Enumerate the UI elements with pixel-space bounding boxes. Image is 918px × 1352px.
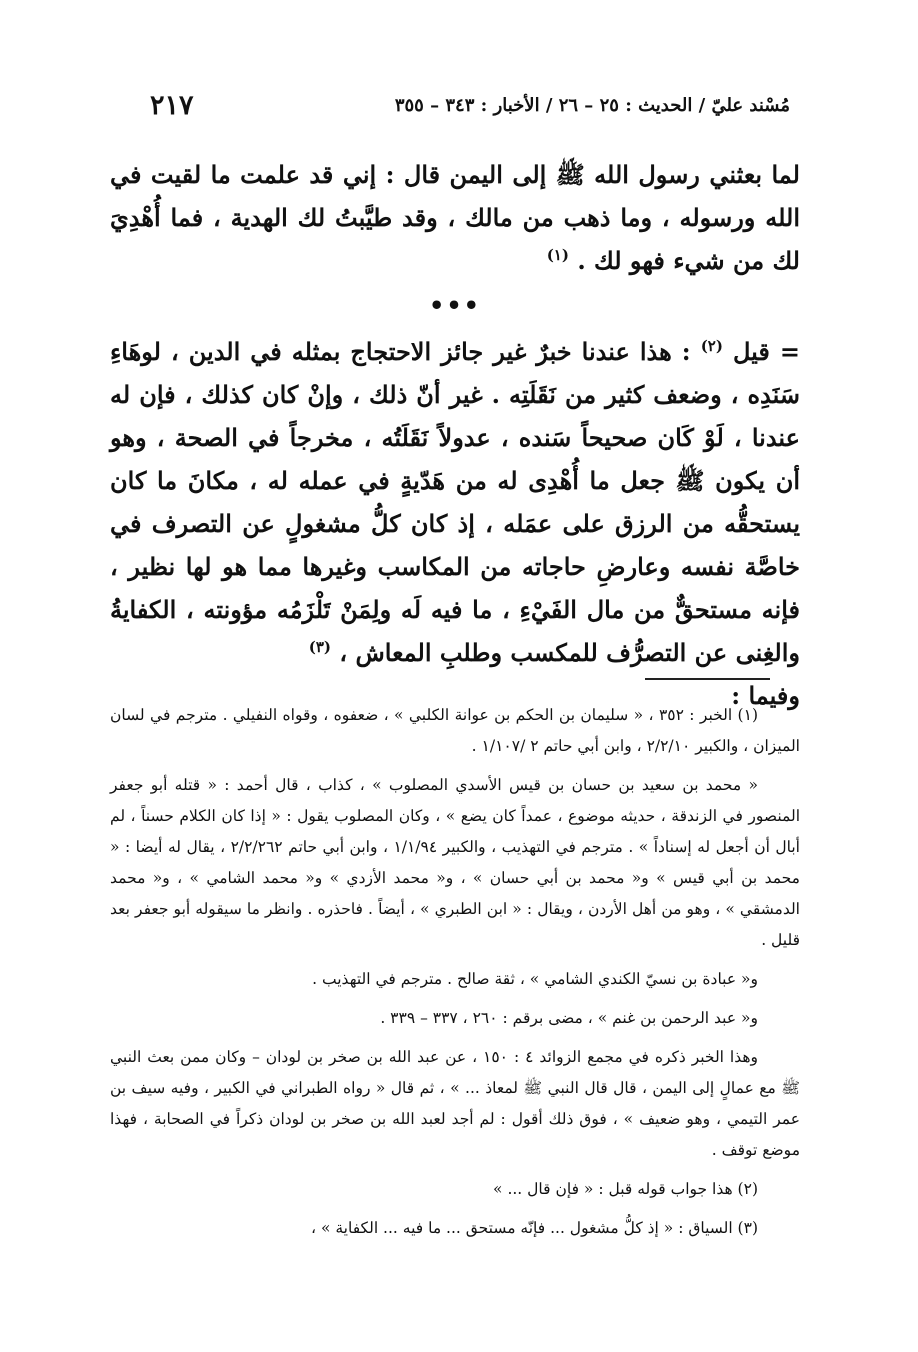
- footnote-1-narrator-3: و« عبد الرحمن بن غنم » ، مضى برقم : ٢٦٠ ، ٣٣٧ – ٣٣٩ .: [380, 1009, 758, 1027]
- page-number: ٢١٧: [150, 90, 194, 121]
- footnote-ref-2: (٢): [700, 337, 723, 355]
- footnote-3: (٣) السياق : « إذ كلُّ مشغول ... فإنّه مستحق ... ما فيه ... الكفاية » ،: [311, 1219, 758, 1237]
- footnote-divider: [645, 678, 770, 680]
- footnotes: [110, 700, 800, 1252]
- footnote-1-narrator-2: و« عبادة بن نسيّ الكندي الشامي » ، ثقة صالح . مترجم في التهذيب .: [312, 970, 758, 988]
- paragraph-1-text: لما بعثني رسول الله ﷺ إلى اليمن قال : إني قد علمت ما لقيت في الله ورسوله ، وما ذهب من مالك ، وقد طيَّبتُ لك الهدية ، فما أُهْدِيَ لك من شيء فهو لك .: [110, 160, 801, 275]
- main-text: [110, 153, 800, 717]
- paragraph-2: [110, 330, 800, 674]
- footnote-1: (١) الخبر : ٣٥٢ ، « سليمان بن الحكم بن عوانة الكلبي » ، ضعفوه ، وقواه النفيلي . مترجم في لسان الميزان ، والكبير ٢/٢/١٠ ، وابن أبي حاتم ٢ /١/١٠٧ .: [110, 706, 800, 755]
- paragraph-1: [110, 153, 800, 282]
- running-header: [150, 86, 790, 126]
- footnote-ref-3: (٣): [308, 638, 331, 656]
- paragraph-2-end: وفيما :: [731, 681, 800, 710]
- section-separator: •••: [428, 291, 482, 320]
- footnote-1-narrator-1: « محمد بن سعيد بن حسان بن قيس الأسدي المصلوب » ، كذاب ، قال أحمد : « قتله أبو جعفر المنصور في الزندقة ، حديثه موضوع ، عمداً كان يضع » ، وكان المصلوب يقول : « إذا كان الكلام حسناً ، لم أبال أن أجعل له إسناداً » . مترجم في التهذيب ، والكبير ١/١/٩٤ ، وابن أبي حاتم ٢/٢/٢٦٢ ، يقال له أيضا : « محمد بن أبي قيس » و« محمد بن أبي حسان » ، و« محمد الأزدي » و« محمد الشامي » ، و« محمد الدمشقي » ، وهو من أهل الأردن ، ويقال : « ابن الطبري » ، أيضاً . فاحذره . وانظر ما سيقوله أبو جعفر بعد قليل .: [110, 776, 800, 949]
- paragraph-2-body: : هذا عندنا خبرٌ غير جائز الاحتجاج بمثله في الدين ، لوهَاءِ سَنَدِه ، وضعف كثير من نَقَلَتِه . غير أنّ ذلك ، وإنْ كان كذلك ، فإن له عندنا ، لَوْ كَان صحيحاً سَنده ، عدولاً نَقَلَتُه ، مخرجاً في الصحة ، وهو أن يكون ﷺ جعل ما أُهْدِى له من هَدّيةٍ في عمله له ، مكانَ ما كان يستحقُّه من الرزق على عمَله ، إذ كان كلُّ مشغولٍ عن التصرف في خاصَّة نفسه وعارضِ حاجاته من المكاسب وغيرها مما هو لها نظير ، فإنه مستحقٌّ من مال الفَيْءِ ، ما فيه لَه ولِمَنْ تَلْزَمُه مؤونته ، الكفايةُ والغِنى عن التصرُّف للمكسب وطلبِ المعاش ،: [110, 337, 800, 667]
- footnote-2: (٢) هذا جواب قوله قبل : « فإن قال ... »: [493, 1180, 758, 1198]
- paragraph-2-start: = قيل: [733, 337, 801, 366]
- footnote-1-source: وهذا الخبر ذكره في مجمع الزوائد ٤ : ١٥٠ ، عن عبد الله بن صخر بن لودان – وكان ممن بعث النبي ﷺ مع عمالٍ إلى اليمن ، قال قال النبي ﷺ لمعاذ ... » ، ثم قال « رواه الطبراني في الكبير ، وفيه سيف بن عمر التيمي ، وهو ضعيف » ، فوق ذلك أقول : لم أجد لعبد الله بن صخر بن لودان ذكراً في الصحابة ، فهذا موضع توقف .: [110, 1048, 800, 1159]
- header-title: مُسْند عليّ / الحديث : ٢٥ – ٢٦ / الأخبار : ٣٤٣ – ٣٥٥: [394, 95, 790, 116]
- footnote-ref-1: (١): [546, 246, 569, 264]
